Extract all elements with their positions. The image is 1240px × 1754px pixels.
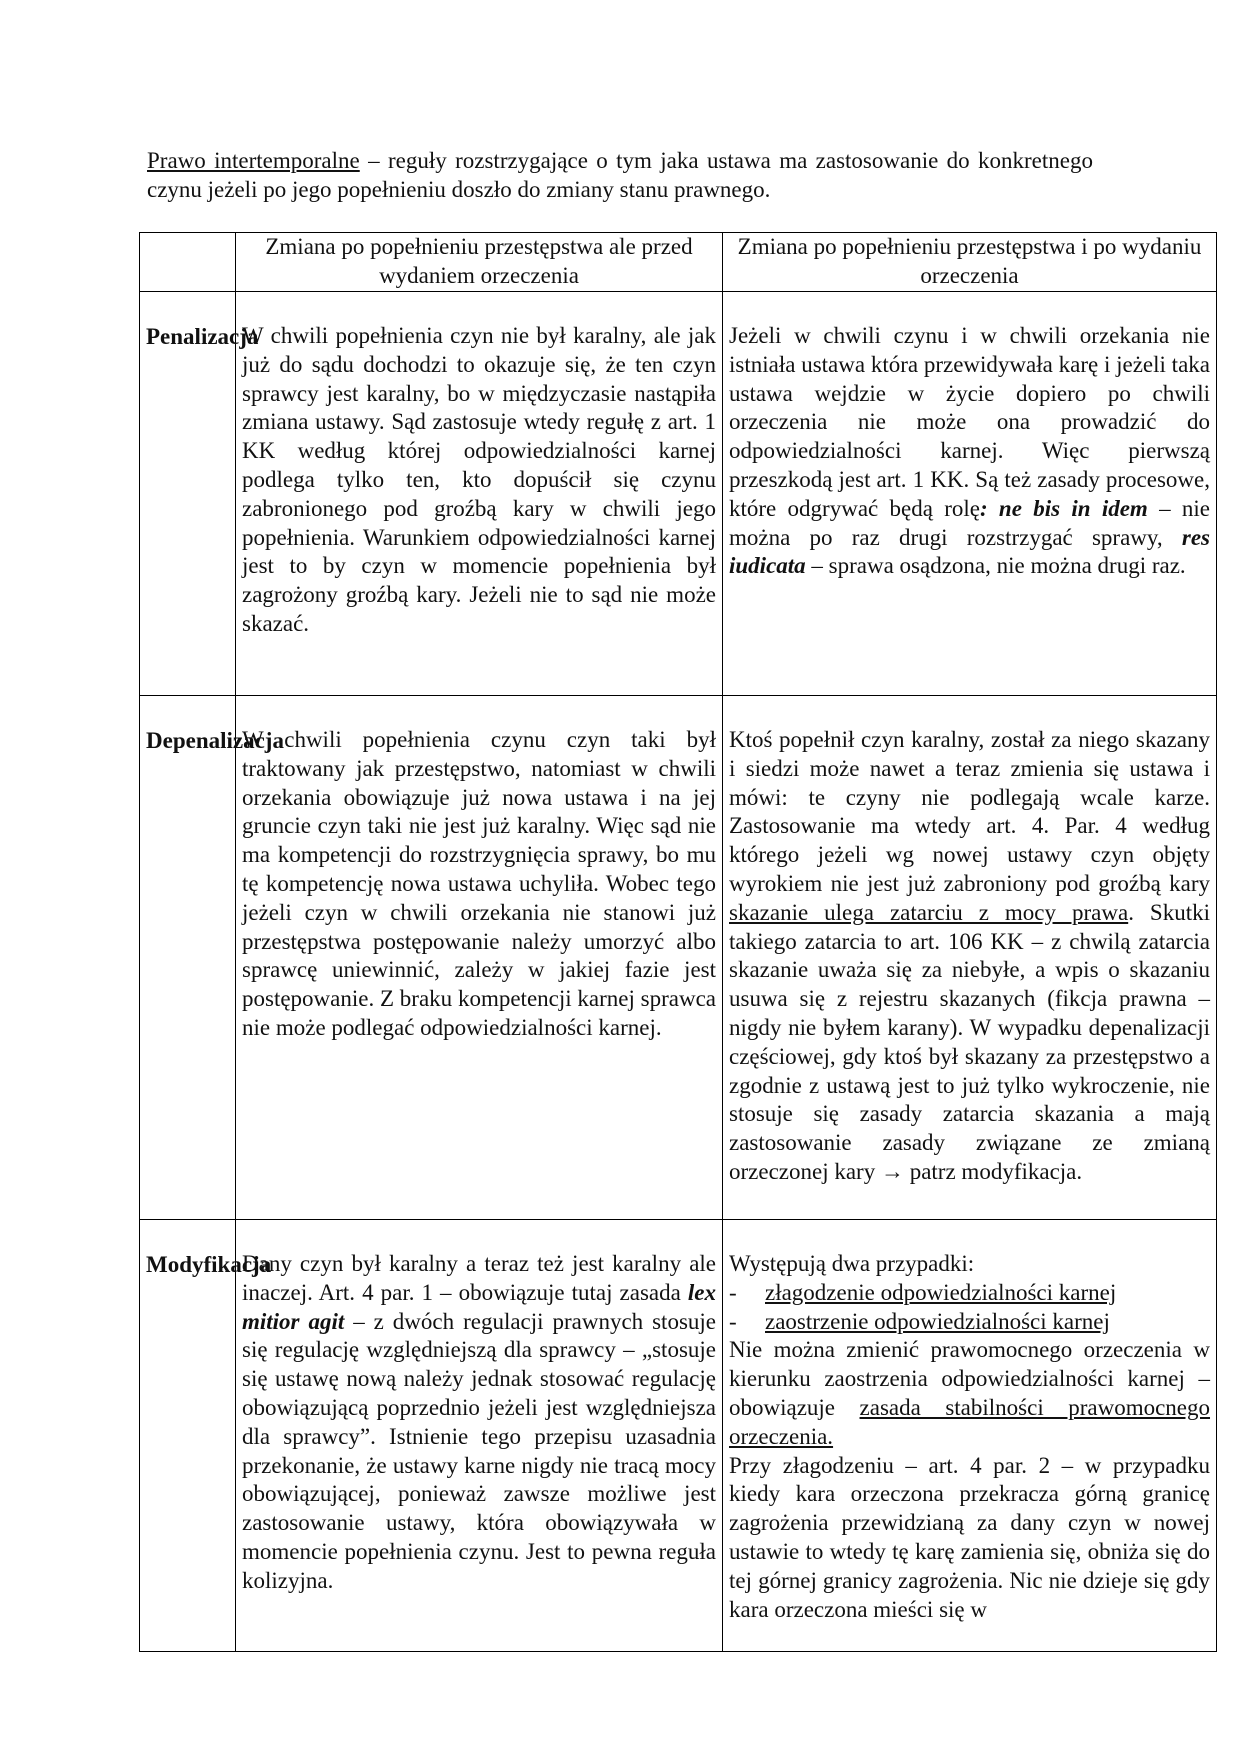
table-header-row bbox=[140, 233, 1217, 292]
cell-depenalizacja-after bbox=[723, 696, 1217, 1220]
penalizacja-text-a: Jeżeli w chwili czynu i w chwili orzekania nie istniała ustawa która przewidywała karę i jeżeli taka ustawa wejdzie w życie dopiero po chwili orzeczenia nie może ona prowadzić do odpowiedzialności karnej. Więc pierwszą przeszkodą jest art. 1 KK. Są też zasady procesowe, które odgrywać będą rolę bbox=[729, 323, 1210, 521]
list-item-text: złagodzenie odpowiedzialności karnej bbox=[765, 1279, 1117, 1305]
list-dash: - bbox=[729, 1308, 737, 1334]
table-row-penalizacja bbox=[140, 292, 1217, 696]
modyfikacja-p1-text: Nie można zmienić prawomocnego orzeczenia w kierunku zaostrzenia odpowiedzialności karnej – obowiązuje bbox=[729, 1337, 1210, 1420]
intro-term: Prawo intertemporalne bbox=[147, 148, 360, 173]
modyfikacja-lex-mitior: lex mitior agit bbox=[242, 1279, 716, 1334]
cell-penalizacja-before: W chwili popełnienia czyn nie był karalny, ale jak już do sądu dochodzi to okazuje się, że ten czyn sprawcy jest karalny, bo w międzyczasie nastąpiła zmiana ustawy. Sąd zastosuje wtedy regułę z art. 1 KK według której odpowiedzialności karnej podlega tylko ten, kto dopuścił się czynu zabronionego pod groźbą kary w chwili jego popełnienia. Warunkiem odpowiedzialności karnej jest to by czyn w momencie popełnienia był zagrożony groźbą kary. Jeżeli nie to sąd nie może skazać. bbox=[236, 292, 723, 696]
penalizacja-ne-bis-in-idem: : ne bis in idem bbox=[979, 495, 1148, 521]
row-label-modyfikacja: Modyfikacja bbox=[140, 1220, 236, 1652]
modyfikacja-case-list bbox=[729, 1279, 1210, 1337]
cell-depenalizacja-before: W chwili popełnienia czynu czyn taki był traktowany jak przestępstwo, natomiast w chwili orzekania obowiązuje już nowa ustawa i na jej gruncie czyn taki nie jest już karalny. Więc sąd nie ma kompetencji do rozstrzygnięcia sprawy, bo mu tę kompetencję nowa ustawa uchyliła. Wobec tego jeżeli czyn w chwili orzekania nie stanowi już przestępstwa postępowanie należy umorzyć albo sprawcę uniewinnić, zależy w jakiej fazie jest postępowanie. Z braku kompetencji karnej sprawca nie może podlegać odpowiedzialności karnej. bbox=[236, 696, 723, 1220]
row-label-depenalizacja: Depenalizacja bbox=[140, 696, 236, 1220]
table-row-depenalizacja bbox=[140, 696, 1217, 1220]
row-label-penalizacja: Penalizacja bbox=[140, 292, 236, 696]
penalizacja-res-iudicata: res iudicata bbox=[729, 524, 1210, 579]
modyfikacja-p1-underlined: zasada stabilności prawomocnego orzeczenia. bbox=[729, 1394, 1211, 1449]
penalizacja-text-b: – nie można po raz drugi rozstrzygać sprawy, bbox=[729, 495, 1210, 550]
modyfikacja-paragraph-2: Przy złagodzeniu – art. 4 par. 2 – w przypadku kiedy kara orzeczona przekracza górną granicę zagrożenia przewidzianą za dany czyn w nowej ustawie to wtedy tę karę zamienia się, obniża się do tej górnej granicy zagrożenia. Nic nie dzieje się gdy kara orzeczona mieści się w bbox=[729, 1452, 1210, 1622]
modyfikacja-paragraph-1 bbox=[729, 1336, 1210, 1451]
cell-modyfikacja-after bbox=[723, 1220, 1217, 1652]
modyfikacja-text-a: Dany czyn był karalny a teraz też jest karalny ale inaczej. Art. 4 par. 1 – obowiązuje tutaj zasada bbox=[242, 1251, 716, 1305]
depenalizacja-underlined: skazanie ulega zatarciu z mocy prawa bbox=[729, 899, 1129, 925]
list-item-text: zaostrzenie odpowiedzialności karnej bbox=[765, 1308, 1110, 1334]
cell-penalizacja-after bbox=[723, 292, 1217, 696]
header-before-judgment: Zmiana po popełnieniu przestępstwa ale przed wydaniem orzeczenia bbox=[236, 233, 723, 292]
modyfikacja-text-b: – z dwóch regulacji prawnych stosuje się regulację względniejszą dla sprawcy – „stosuje się ustawę nową należy jednak stosować regulację obowiązującą poprzednio jeżeli jest względniejsza dla sprawcy”. Istnienie tego przepisu uzasadnia przekonanie, że ustawy karne nigdy nie tracą mocy obowiązującej, ponieważ zawsze możliwe jest zastosowanie ustawy, która obowiązywała w momencie popełnienia czynu. Jest to pewna reguła kolizyjna. bbox=[242, 1308, 717, 1593]
list-item bbox=[729, 1279, 1210, 1308]
header-after-judgment: Zmiana po popełnieniu przestępstwa i po wydaniu orzeczenia bbox=[723, 233, 1217, 292]
depenalizacja-text-a: Ktoś popełnił czyn karalny, został za niego skazany i siedzi może nawet a teraz zmienia się ustawa i mówi: te czyny nie podlegają wcale karze. Zastosowanie ma wtedy art. 4. Par. 4 według którego jeżeli wg nowej ustawy czyn objęty wyrokiem nie jest już zabroniony pod groźbą kary bbox=[729, 727, 1210, 896]
comparison-table bbox=[139, 232, 1217, 1652]
intro-paragraph bbox=[147, 146, 1093, 204]
penalizacja-text-c: – sprawa osądzona, nie można drugi raz. bbox=[805, 553, 1186, 579]
list-item bbox=[729, 1308, 1210, 1337]
cell-modyfikacja-before bbox=[236, 1220, 723, 1652]
intro-definition: – reguły rozstrzygające o tym jaka ustawa ma zastosowanie do konkretnego czynu jeżeli po jego popełnieniu doszło do zmiany stanu prawnego. bbox=[147, 148, 1093, 202]
list-dash: - bbox=[729, 1279, 737, 1305]
table-row-modyfikacja bbox=[140, 1220, 1217, 1652]
header-empty-cell bbox=[140, 233, 236, 292]
modyfikacja-intro: Występują dwa przypadki: bbox=[729, 1251, 975, 1276]
depenalizacja-text-b: . Skutki takiego zatarcia to art. 106 KK – z chwilą zatarcia skazanie uważa się za niebyłe, a wpis o skazaniu usuwa się z rejestru skazanych (fikcja prawna – nigdy nie byłem karany). W wypadku depenalizacji częściowej, gdy ktoś był skazany za przestępstwo a zgodnie z ustawą jest to już tylko wykroczenie, nie stosuje się zasady zatarcia skazania a mają zastosowanie zasady związane ze zmianą orzeczonej kary → patrz modyfikacja. bbox=[729, 899, 1210, 1184]
